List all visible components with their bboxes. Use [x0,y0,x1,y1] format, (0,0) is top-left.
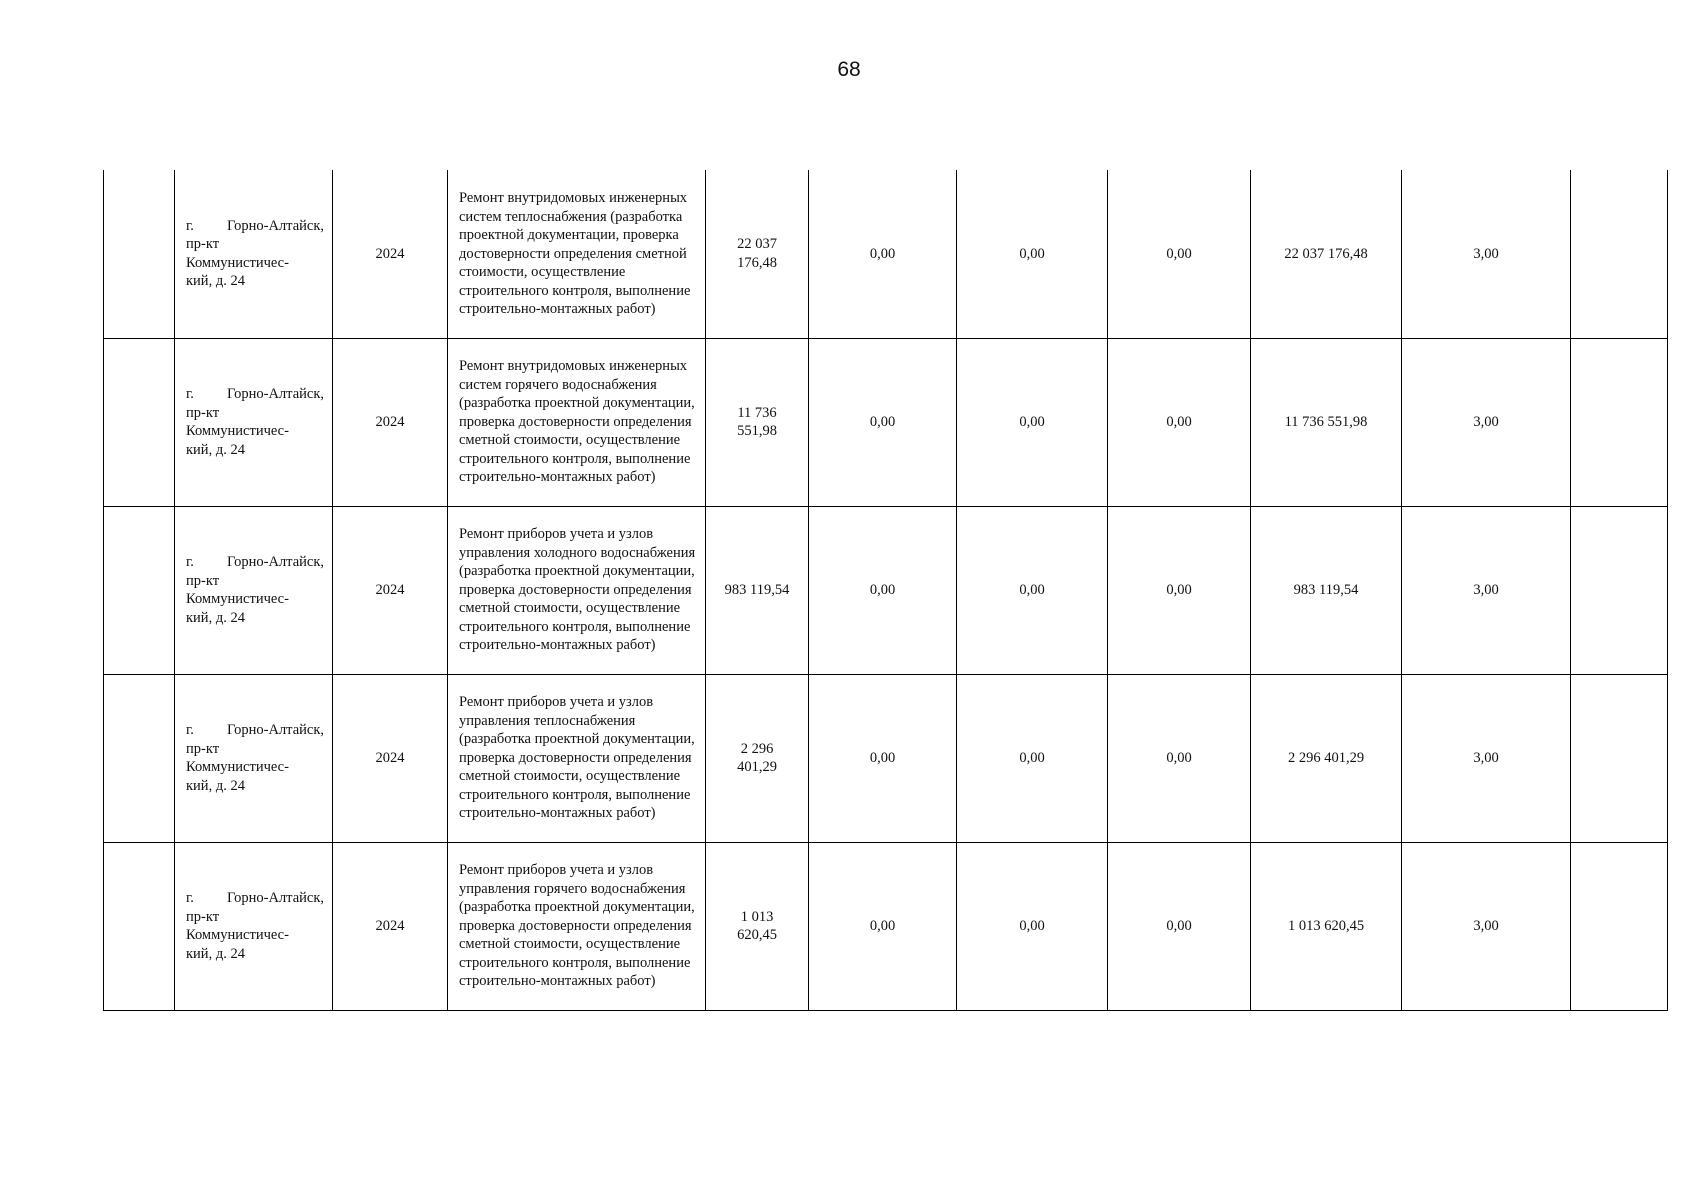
address-street-type: пр-кт [186,404,220,421]
empty-cell [1571,338,1668,506]
fund-4-cell: 22 037 176,48 [1251,170,1402,338]
table-row [104,842,1668,1010]
work-description: Ремонт приборов учета и узлов управления теплоснабжения (разработка проектной документации, проверка достоверности определения сметной стоимости, осуществление строительного контроля, выполнение строительно-монтажных работ) [459,694,695,822]
total-cost-line-2: 401,29 [737,759,777,775]
work-description: Ремонт внутридомовых инженерных систем горячего водоснабжения (разработка проектной документации, проверка достоверности определения сметной стоимости, осуществление строительного контроля, выполнение строительно-монтажных работ) [459,358,695,486]
fund-4-cell: 1 013 620,45 [1251,842,1402,1010]
rate-cell: 3,00 [1402,842,1571,1010]
fund-2-cell: 0,00 [957,674,1108,842]
year-cell: 2024 [333,842,448,1010]
address-street: Коммунистичес- [186,591,289,607]
fund-1-cell: 0,00 [809,842,957,1010]
rate-cell: 3,00 [1402,506,1571,674]
address-house: кий, д. 24 [186,945,245,962]
address-street: Коммунистичес- [186,423,289,439]
fund-3-cell: 0,00 [1108,842,1251,1010]
empty-cell [1571,506,1668,674]
fund-4-cell: 983 119,54 [1251,506,1402,674]
table-row [104,338,1668,506]
empty-cell [1571,842,1668,1010]
address-house: кий, д. 24 [186,777,245,794]
address-street-type: пр-кт [186,740,220,757]
fund-4-cell: 11 736 551,98 [1251,338,1402,506]
address-city-prefix: г. [186,890,194,906]
address-street-type: пр-кт [186,908,220,925]
address-house: кий, д. 24 [186,273,245,290]
rate-cell: 3,00 [1402,170,1571,338]
address-cell [175,842,333,1010]
empty-cell [1571,170,1668,338]
fund-3-cell: 0,00 [1108,674,1251,842]
fund-2-cell: 0,00 [957,842,1108,1010]
work-description-cell [448,842,706,1010]
year-cell: 2024 [333,170,448,338]
year-cell: 2024 [333,338,448,506]
total-cost-line-1: 1 013 [740,908,774,925]
address-city-prefix: г. [186,386,194,402]
total-cost-cell [706,170,809,338]
fund-4-cell: 2 296 401,29 [1251,674,1402,842]
fund-1-cell: 0,00 [809,338,957,506]
address-street-type: пр-кт [186,236,220,253]
total-cost-cell [706,506,809,674]
table-row [104,506,1668,674]
address-cell [175,506,333,674]
row-number-cell [104,506,175,674]
total-cost-line-1: 11 736 [737,404,777,421]
table-body [104,170,1668,1010]
address-cell [175,170,333,338]
table-row [104,674,1668,842]
year-cell: 2024 [333,674,448,842]
address-city: Горно-Алтайск, [227,554,324,570]
work-description: Ремонт приборов учета и узлов управления холодного водоснабжения (разработка проектной документации, проверка достоверности определения сметной стоимости, осуществление строительного контроля, выполнение строительно-монтажных работ) [459,526,696,654]
total-cost-line-1: 22 037 [737,236,777,253]
address-city-prefix: г. [186,722,194,738]
address-city: Горно-Алтайск, [227,386,324,402]
address-city-prefix: г. [186,217,194,234]
fund-1-cell: 0,00 [809,674,957,842]
address-street: Коммунистичес- [186,759,289,775]
address-city: Горно-Алтайск, [227,890,324,906]
work-description-cell [448,674,706,842]
fund-2-cell: 0,00 [957,170,1108,338]
address-cell [175,674,333,842]
address-city: Горно-Алтайск, [227,722,324,738]
rate-cell: 3,00 [1402,674,1571,842]
total-cost-line-1: 983 119,54 [724,581,790,598]
work-description-cell [448,338,706,506]
row-number-cell [104,170,175,338]
total-cost-cell [706,674,809,842]
work-description: Ремонт приборов учета и узлов управления горячего водоснабжения (разработка проектной документации, проверка достоверности определения сметной стоимости, осуществление строительного контроля, выполнение строительно-монтажных работ) [459,862,695,990]
address-cell [175,338,333,506]
address-city: Горно-Алтайск, [227,217,324,234]
repair-works-table [103,170,1668,1011]
row-number-cell [104,674,175,842]
fund-2-cell: 0,00 [957,338,1108,506]
work-description-cell [448,506,706,674]
total-cost-line-2: 620,45 [737,927,777,943]
empty-cell [1571,674,1668,842]
total-cost-line-1: 2 296 [740,740,774,757]
address-street: Коммунистичес- [186,927,289,943]
table-row [104,170,1668,338]
total-cost-line-2: 551,98 [737,423,777,439]
rate-cell: 3,00 [1402,338,1571,506]
work-description: Ремонт внутридомовых инженерных систем теплоснабжения (разработка проектной документации, проверка достоверности определения сметной стоимости, осуществление строительного контроля, выполнение строительно-монтажных работ) [459,190,691,317]
fund-2-cell: 0,00 [957,506,1108,674]
address-house: кий, д. 24 [186,609,245,626]
address-street-type: пр-кт [186,572,220,589]
page-number: 68 [837,58,861,81]
fund-3-cell: 0,00 [1108,506,1251,674]
year-cell: 2024 [333,506,448,674]
total-cost-cell [706,842,809,1010]
total-cost-line-2: 176,48 [737,254,777,271]
address-street: Коммунистичес- [186,254,289,271]
fund-1-cell: 0,00 [809,506,957,674]
fund-3-cell: 0,00 [1108,338,1251,506]
work-description-cell [448,170,706,338]
row-number-cell [104,338,175,506]
address-city-prefix: г. [186,554,194,570]
fund-1-cell: 0,00 [809,170,957,338]
address-house: кий, д. 24 [186,441,245,458]
row-number-cell [104,842,175,1010]
fund-3-cell: 0,00 [1108,170,1251,338]
total-cost-cell [706,338,809,506]
